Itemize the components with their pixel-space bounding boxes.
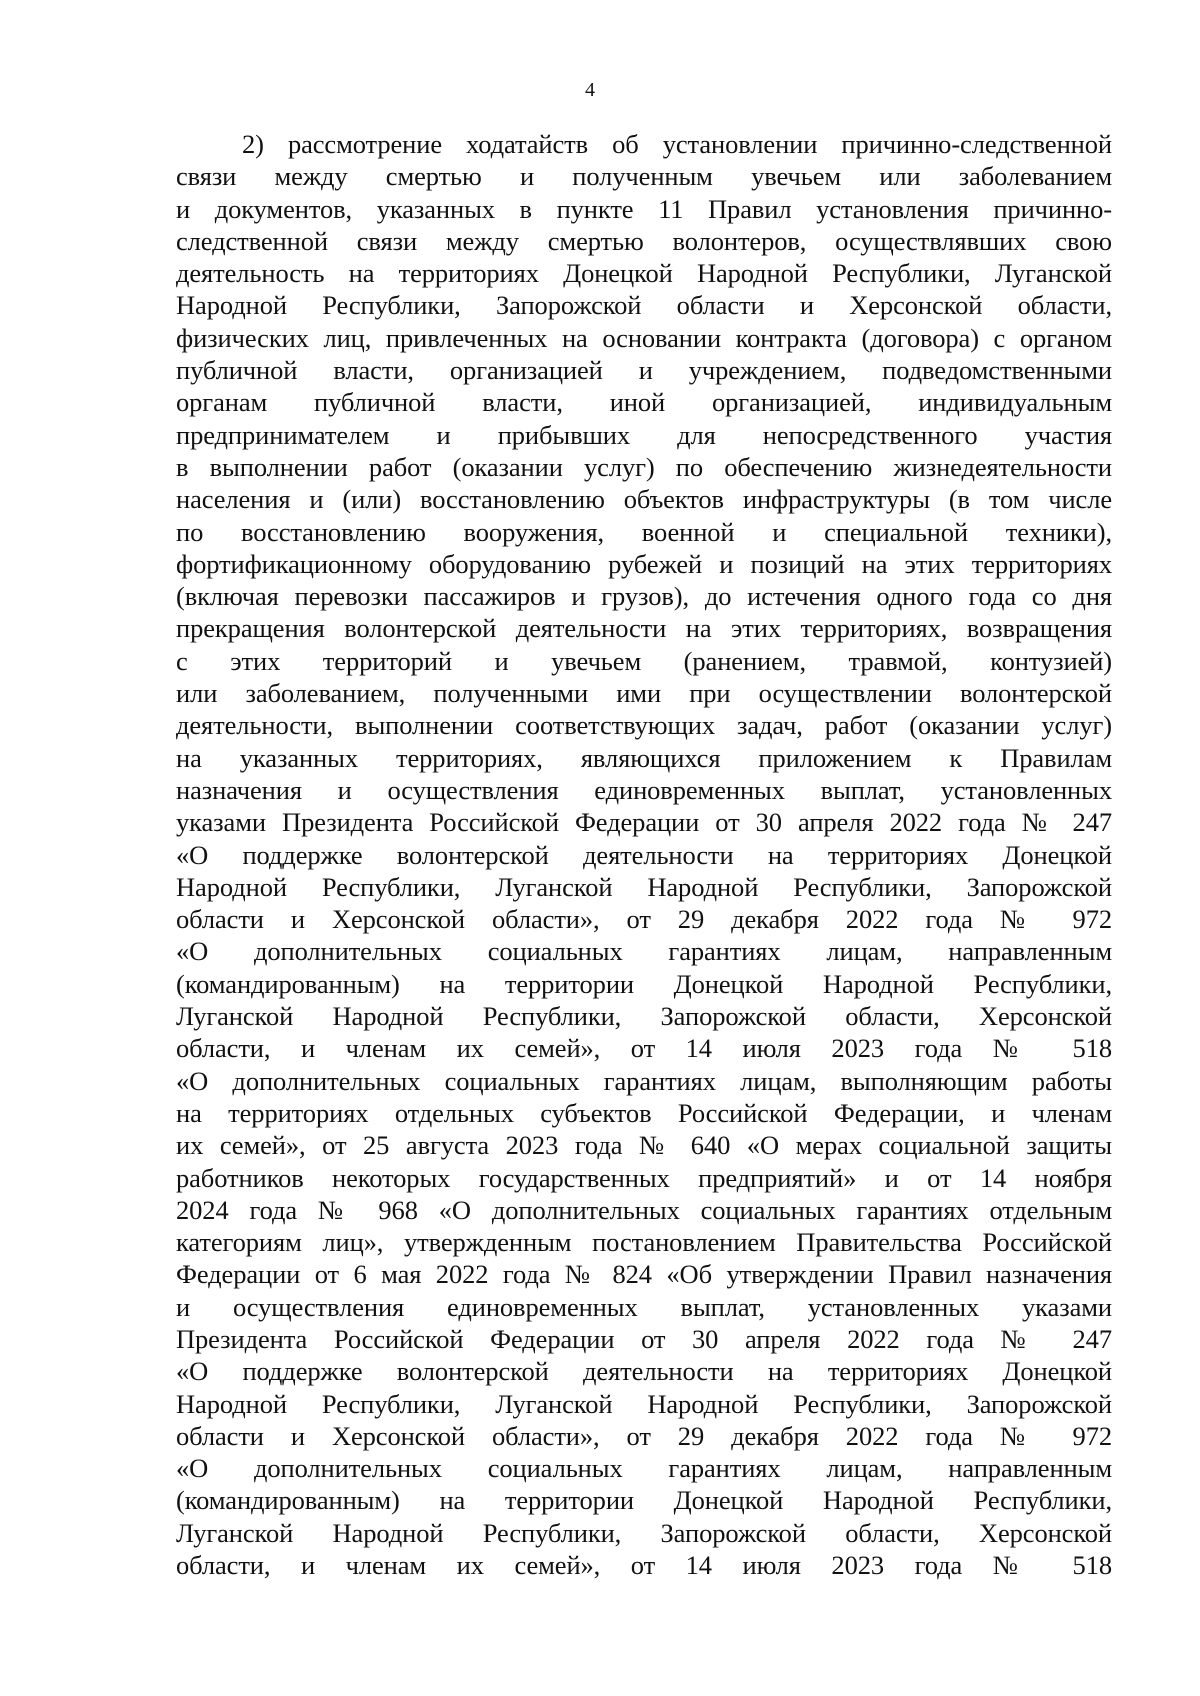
text-line: «О дополнительных социальных гарантиях лицам, выполняющим работы	[176, 1065, 1112, 1096]
text-line: деятельности, выполнении соответствующих задач, работ (оказании услуг)	[176, 710, 1112, 741]
text-line: назначения и осуществления единовременных выплат, установленных	[176, 774, 1112, 805]
text-line: Народной Республики, Луганской Народной Республики, Запорожской	[176, 871, 1112, 902]
text-line: и осуществления единовременных выплат, установленных указами	[176, 1291, 1112, 1322]
text-line: связи между смертью и полученным увечьем или заболеванием	[176, 161, 1112, 192]
text-line: 2) рассмотрение ходатайств об установлении причинно-следственной	[242, 129, 1112, 159]
body-text	[176, 128, 1112, 1581]
text-line: «О поддержке волонтерской деятельности на территориях Донецкой	[176, 1356, 1112, 1387]
text-line: прекращения волонтерской деятельности на этих территориях, возвращения	[176, 613, 1112, 644]
text-line: Президента Российской Федерации от 30 апреля 2022 года № 247	[176, 1323, 1112, 1354]
text-line: «О дополнительных социальных гарантиях лицам, направленным	[176, 936, 1112, 967]
text-line: Луганской Народной Республики, Запорожской области, Херсонской	[176, 1001, 1112, 1032]
text-line: «О дополнительных социальных гарантиях лицам, направленным	[176, 1453, 1112, 1484]
text-line: (командированным) на территории Донецкой Народной Республики,	[176, 968, 1112, 999]
text-line: или заболеванием, полученными ими при осуществлении волонтерской	[176, 678, 1112, 709]
text-line: на территориях отдельных субъектов Российской Федерации, и членам	[176, 1097, 1112, 1128]
text-line: публичной власти, организацией и учреждением, подведомственными	[176, 355, 1112, 386]
text-line: (командированным) на территории Донецкой Народной Республики,	[176, 1485, 1112, 1516]
text-line: Народной Республики, Запорожской области и Херсонской области,	[176, 290, 1112, 321]
text-line: и документов, указанных в пункте 11 Правил установления причинно-	[176, 193, 1112, 224]
text-line: следственной связи между смертью волонтеров, осуществлявших свою	[176, 225, 1112, 256]
text-line: категориям лиц», утвержденным постановлением Правительства Российской	[176, 1227, 1112, 1258]
text-line: их семей», от 25 августа 2023 года № 640 «О мерах социальной защиты	[176, 1130, 1112, 1161]
text-line: в выполнении работ (оказании услуг) по обеспечению жизнедеятельности	[176, 451, 1112, 482]
text-line: области, и членам их семей», от 14 июля 2023 года № 518	[176, 1550, 1112, 1581]
text-line: 2024 года № 968 «О дополнительных социальных гарантиях отдельным	[176, 1194, 1112, 1225]
text-line: органам публичной власти, иной организацией, индивидуальным	[176, 387, 1112, 418]
text-line: области, и членам их семей», от 14 июля 2023 года № 518	[176, 1033, 1112, 1064]
text-line: Луганской Народной Республики, Запорожской области, Херсонской	[176, 1517, 1112, 1548]
text-line: с этих территорий и увечьем (ранением, травмой, контузией)	[176, 645, 1112, 676]
text-line: населения и (или) восстановлению объектов инфраструктуры (в том числе	[176, 484, 1112, 515]
text-line: на указанных территориях, являющихся приложением к Правилам	[176, 742, 1112, 773]
text-line: физических лиц, привлеченных на основании контракта (договора) с органом	[176, 322, 1112, 353]
text-line: предпринимателем и прибывших для непосредственного участия	[176, 419, 1112, 450]
text-line: области и Херсонской области», от 29 декабря 2022 года № 972	[176, 904, 1112, 935]
text-line: по восстановлению вооружения, военной и специальной техники),	[176, 516, 1112, 547]
text-line: области и Херсонской области», от 29 декабря 2022 года № 972	[176, 1420, 1112, 1451]
text-line: «О поддержке волонтерской деятельности на территориях Донецкой	[176, 839, 1112, 870]
text-line: указами Президента Российской Федерации от 30 апреля 2022 года № 247	[176, 807, 1112, 838]
text-line: деятельность на территориях Донецкой Народной Республики, Луганской	[176, 258, 1112, 289]
text-line: работников некоторых государственных предприятий» и от 14 ноября	[176, 1162, 1112, 1193]
text-line: Народной Республики, Луганской Народной Республики, Запорожской	[176, 1388, 1112, 1419]
page-number: 4	[585, 79, 595, 101]
text-line: (включая перевозки пассажиров и грузов), до истечения одного года со дня	[176, 581, 1112, 612]
text-line: фортификационному оборудованию рубежей и позиций на этих территориях	[176, 548, 1112, 579]
text-line: Федерации от 6 мая 2022 года № 824 «Об утверждении Правил назначения	[176, 1259, 1112, 1290]
